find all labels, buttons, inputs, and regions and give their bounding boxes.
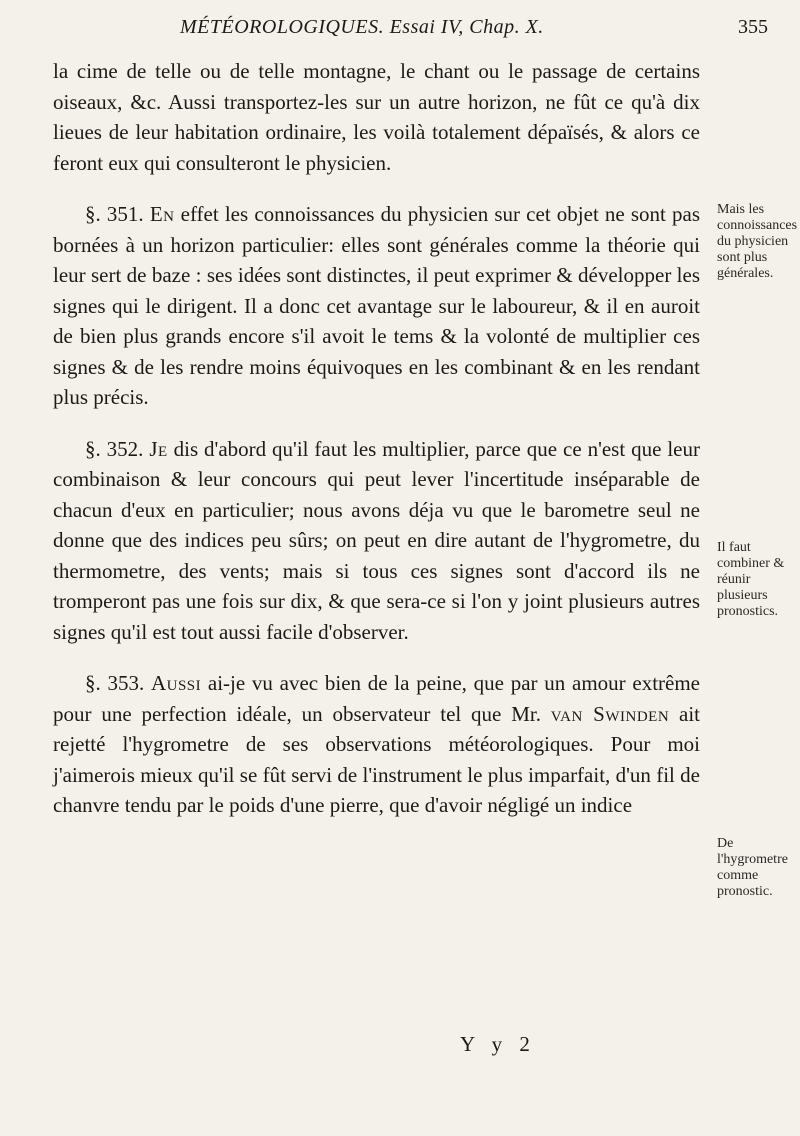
lead-word: Je [149, 436, 168, 461]
section-number: §. 352. [85, 436, 144, 461]
lead-word: En [149, 202, 175, 226]
paragraph-text: dis d'abord qu'il faut les multiplier, parce que ce n'est que leur combinaison & leur concours qui peut lever l'incertitude inséparable de chacun d'eux en particulier; nous avons déja vu que le barometre seul ne donne que des indices peu sûrs; on peut en dire autant de l'hygrometre, du thermometre, des vents; mais si tous ces signes sont d'accord ils ne tromperont pas une fois sur dix, & que sera-ce si l'on y joint plusieurs autres signes qu'il est tout aussi facile d'observer. [53, 436, 700, 644]
paragraph-text: ait rejetté l'hygrometre de ses observations météorologiques. Pour moi j'aimerois mieux qu'il se fût servi de l'instrument le plus imparfait, d'un fil de chanvre tendu par le poids d'une pierre, que d'avoir négligé un indice [53, 701, 700, 817]
main-text-column [53, 56, 700, 821]
paragraph-text: effet les connoissances du physicien sur cet objet ne sont pas bornées à un horizon particulier: elles sont générales comme la théorie qui leur sert de baze : ses idées sont distinctes, il peut exprimer & développer les signes qui le dirigent. Il a donc cet avantage sur le laboureur, & il en auroit de bien plus grands encore s'il avoit le tems & la volonté de multiplier ces signes & de les rendre moins équivoques en les combinant & en les rendant plus précis. [53, 202, 701, 409]
paragraph-352 [53, 434, 700, 648]
lead-word: Aussi [150, 671, 202, 695]
margin-note-353: De l'hygrometre comme pronostic. [717, 836, 788, 899]
margin-note-351: Mais les connoissances du physicien sont plus générales. [717, 202, 798, 281]
page-number: 355 [738, 16, 768, 38]
section-number: §. 351. [85, 202, 144, 226]
person-name: van Swinden [550, 701, 670, 726]
running-title: MÉTÉOROLOGIQUES. Essai IV, Chap. X. [180, 16, 544, 38]
paragraph-351 [53, 199, 700, 413]
section-number: §. 353. [85, 671, 145, 695]
catchword: Y y 2 [460, 1032, 536, 1056]
page-header [0, 14, 800, 54]
paragraph-continuation: la cime de telle ou de telle montagne, le chant ou le passage de certains oiseaux, &c. Aussi transportez-les sur un autre horizon, ne fût ce qu'à dix lieues de leur habitation ordinaire, les voilà totalement dépaïsés, & alors ce feront eux qui consulteront le physicien. [53, 59, 700, 175]
paragraph-text: ai-je vu avec bien de la peine, que par un amour extrême pour une perfection idéale, un observateur tel que Mr. [53, 671, 700, 726]
margin-note-352: Il faut combiner & réunir plusieurs pronostics. [717, 540, 785, 619]
paragraph-353 [53, 668, 700, 821]
